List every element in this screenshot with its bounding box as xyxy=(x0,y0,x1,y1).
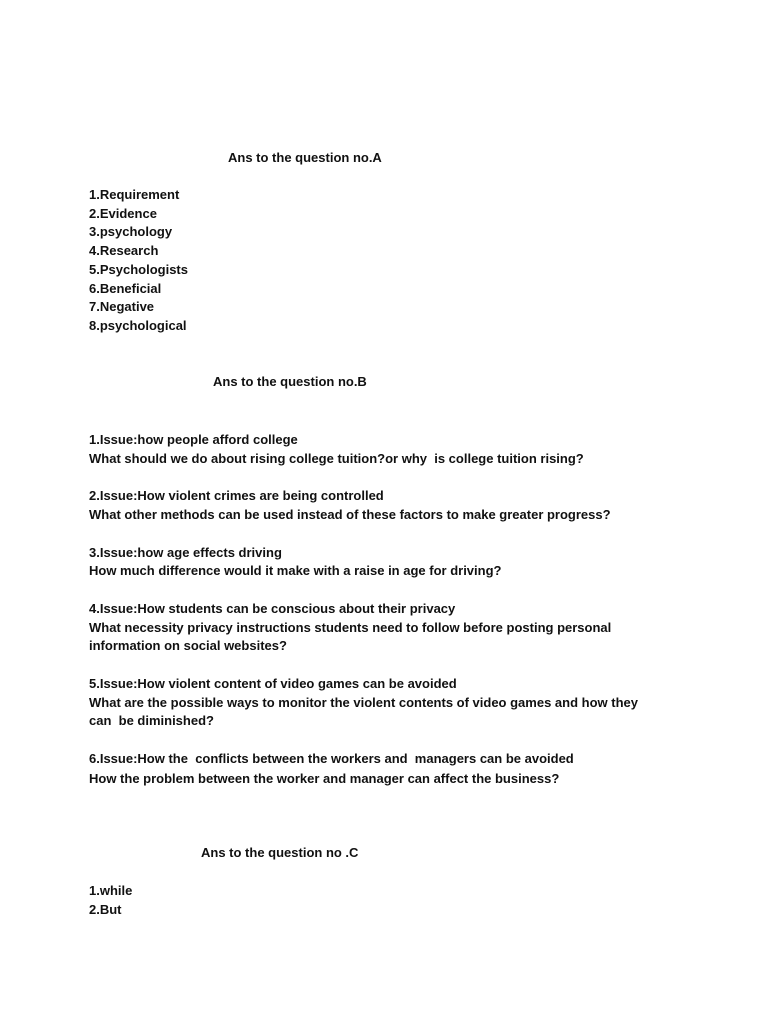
issue-6: 6.Issue:How the conflicts between the workers and managers can be avoided xyxy=(89,751,574,766)
answer-a-6: 6.Beneficial xyxy=(89,281,162,296)
question-5-line-1: What are the possible ways to monitor the violent contents of video games and how they xyxy=(89,695,638,710)
question-4-line-2: information on social websites? xyxy=(89,638,287,653)
question-6: How the problem between the worker and manager can affect the business? xyxy=(89,771,560,786)
issue-1: 1.Issue:how people afford college xyxy=(89,432,298,447)
section-c-heading: Ans to the question no .C xyxy=(201,845,359,860)
question-2: What other methods can be used instead of these factors to make greater progress? xyxy=(89,507,611,522)
answer-a-3: 3.psychology xyxy=(89,224,173,239)
answer-a-8: 8.psychological xyxy=(89,318,187,333)
question-3: How much difference would it make with a raise in age for driving? xyxy=(89,563,502,578)
section-b-heading: Ans to the question no.B xyxy=(213,374,367,389)
issue-4: 4.Issue:How students can be conscious about their privacy xyxy=(89,601,456,616)
answer-a-2: 2.Evidence xyxy=(89,206,157,221)
answer-a-4: 4.Research xyxy=(89,243,159,258)
answer-c-2: 2.But xyxy=(89,902,122,917)
issue-2: 2.Issue:How violent crimes are being controlled xyxy=(89,488,384,503)
answer-a-5: 5.Psychologists xyxy=(89,262,188,277)
question-1: What should we do about rising college tuition?or why is college tuition rising? xyxy=(89,451,584,466)
issue-5: 5.Issue:How violent content of video games can be avoided xyxy=(89,676,457,691)
issue-3: 3.Issue:how age effects driving xyxy=(89,545,282,560)
answer-a-7: 7.Negative xyxy=(89,299,155,314)
question-5-line-2: can be diminished? xyxy=(89,713,214,728)
question-4-line-1: What necessity privacy instructions students need to follow before posting personal xyxy=(89,620,612,635)
answer-a-1: 1.Requirement xyxy=(89,187,180,202)
section-a-heading: Ans to the question no.A xyxy=(228,150,382,165)
answer-c-1: 1.while xyxy=(89,883,133,898)
